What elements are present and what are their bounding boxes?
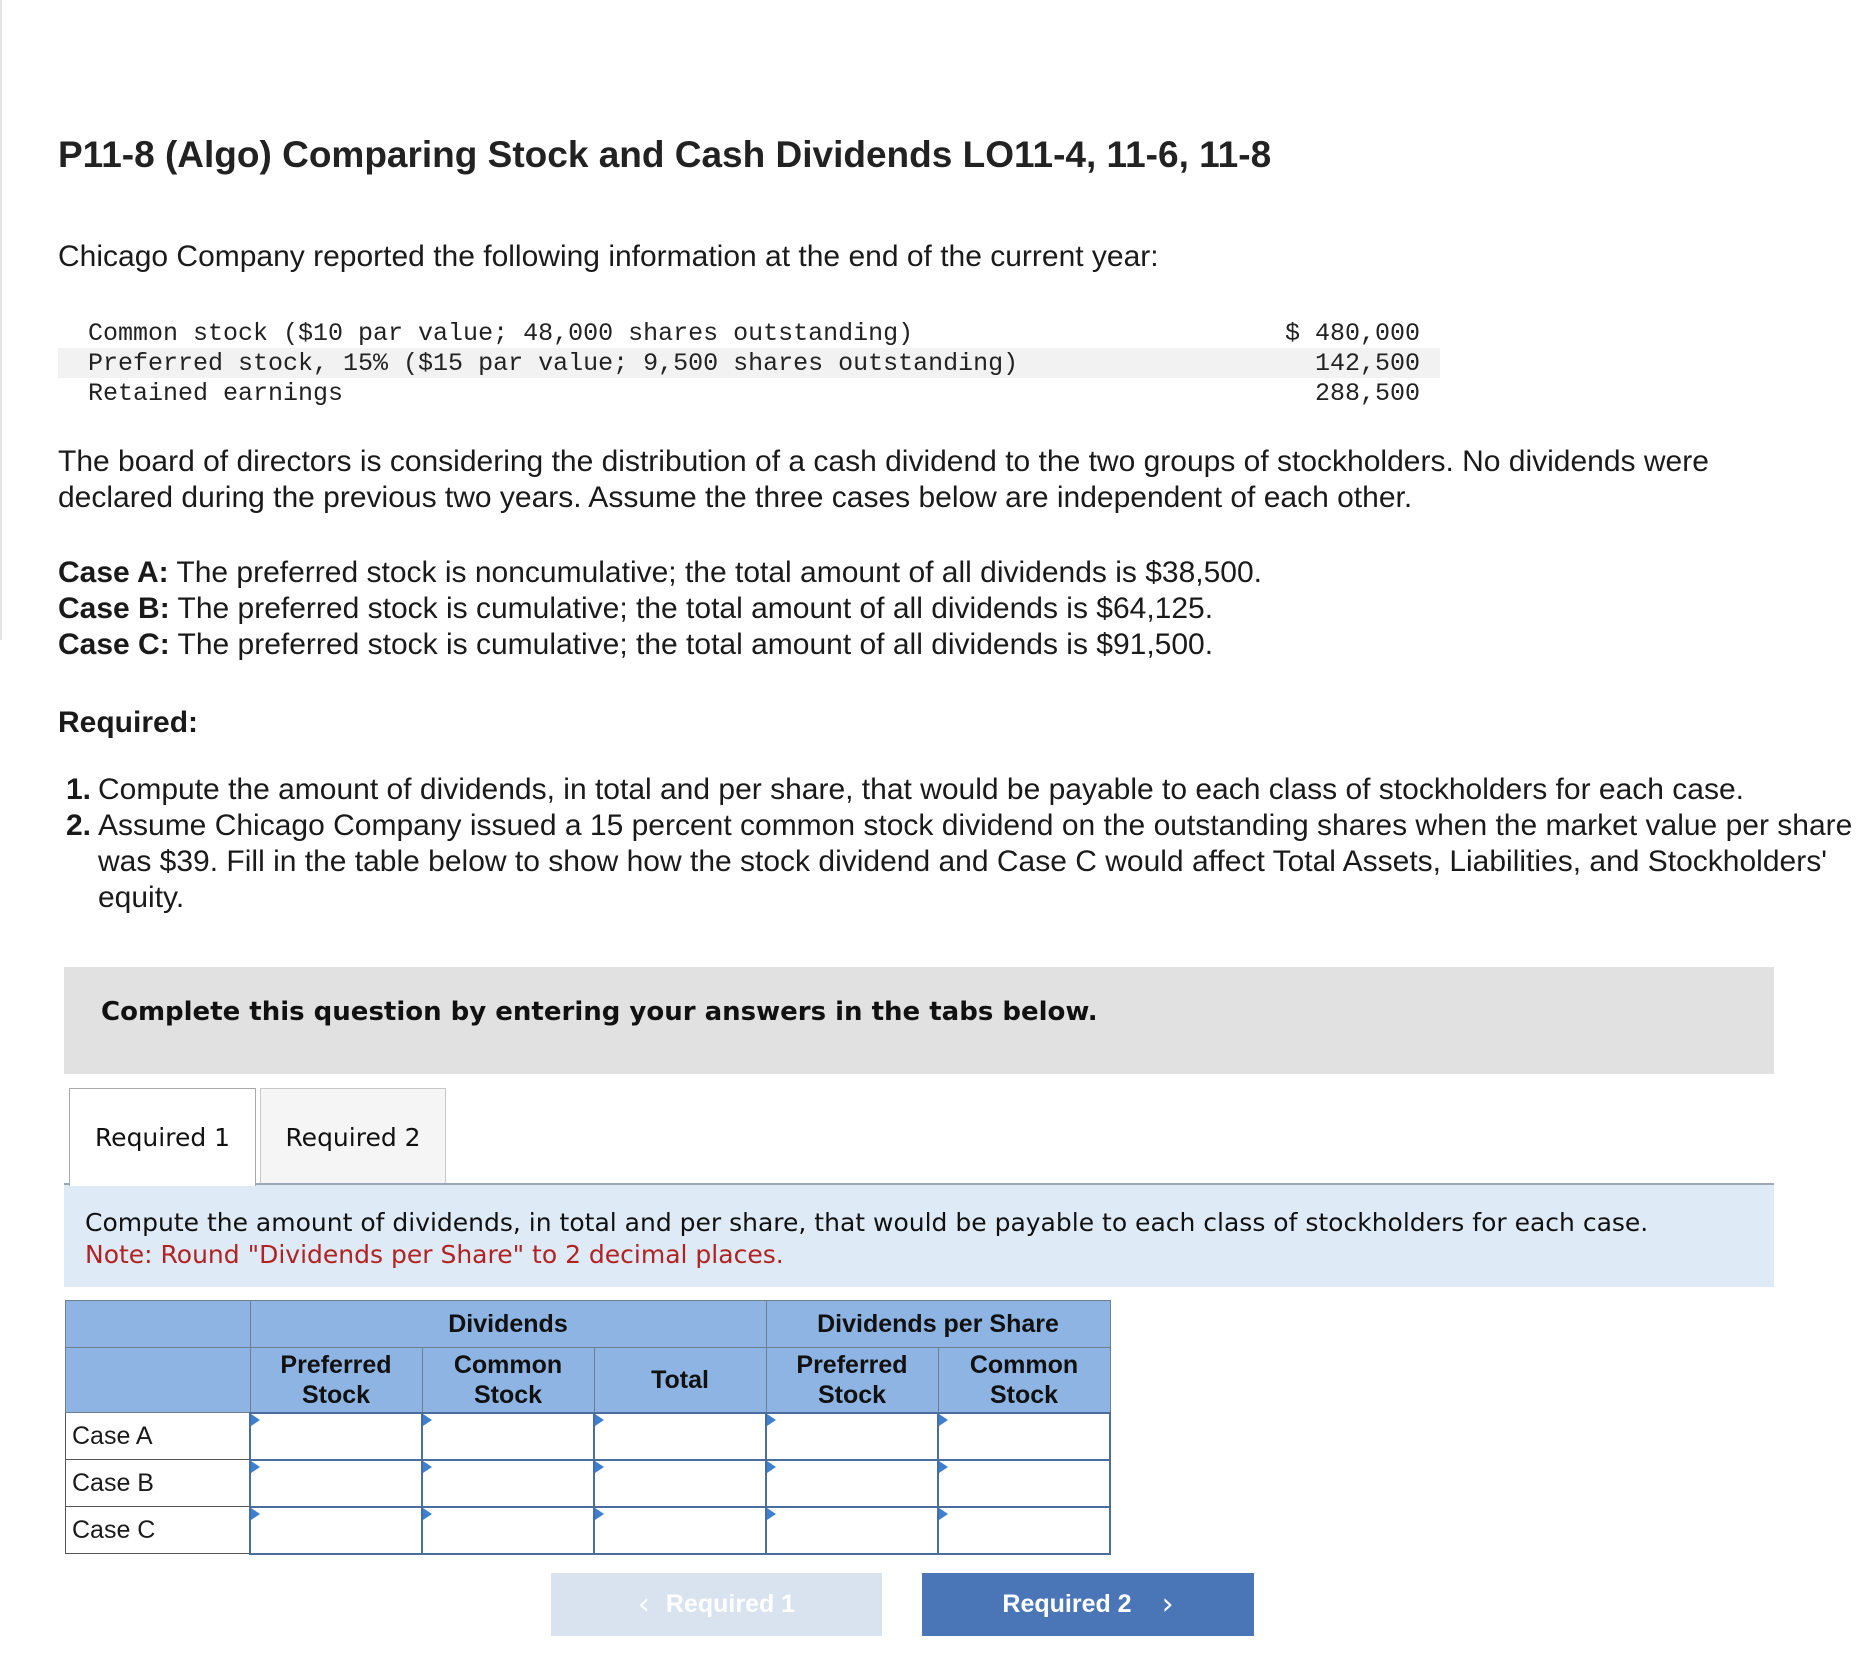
- case-b-common-input[interactable]: [423, 1461, 593, 1506]
- financial-label: Retained earnings: [88, 378, 344, 408]
- col-ps-preferred-stock: Preferred Stock: [766, 1348, 938, 1413]
- financial-row: [58, 348, 1440, 378]
- financial-amount: $ 480,000: [1284, 318, 1420, 348]
- row-label: Case C: [66, 1507, 251, 1554]
- input-cell: [594, 1413, 766, 1460]
- case-c-common-input[interactable]: [423, 1508, 593, 1553]
- input-cell: [938, 1507, 1110, 1554]
- board-text: The board of directors is considering the distribution of a cash dividend to the two groups of stockholders. No dividends were declared during the previous two years. Assume the three cases below are independent of each other.: [58, 445, 1709, 514]
- required-list: [58, 772, 1858, 916]
- input-cell: [250, 1460, 422, 1507]
- required-heading: Required:: [58, 706, 199, 739]
- input-cell: [766, 1460, 938, 1507]
- row-label: Case B: [66, 1460, 251, 1507]
- case-label: Case A:: [58, 556, 169, 589]
- corner-header: [66, 1348, 251, 1413]
- cases-list: [58, 555, 1262, 663]
- table-row: [66, 1413, 1111, 1460]
- per-share-header: Dividends per Share: [766, 1301, 1110, 1348]
- input-cell: [422, 1413, 594, 1460]
- header-row: [66, 1348, 1111, 1413]
- case-item: [58, 591, 1262, 627]
- prev-button-label: Required 1: [665, 1590, 796, 1618]
- case-b-ps-common-input[interactable]: [939, 1461, 1109, 1506]
- question-prompt: [64, 1185, 1774, 1287]
- input-cell: [766, 1413, 938, 1460]
- row-label: Case A: [66, 1413, 251, 1460]
- next-required-button[interactable]: [922, 1573, 1254, 1636]
- case-c-ps-common-input[interactable]: [939, 1508, 1109, 1553]
- case-text: The preferred stock is cumulative; the total amount of all dividends is $64,125.: [169, 592, 1214, 625]
- case-a-common-input[interactable]: [423, 1414, 593, 1459]
- financial-row: [58, 378, 1440, 408]
- input-cell: [250, 1507, 422, 1554]
- case-text: The preferred stock is noncumulative; the total amount of all dividends is $38,500.: [168, 556, 1263, 589]
- instructions-banner: [64, 967, 1774, 1074]
- case-b-total-input[interactable]: [595, 1461, 765, 1506]
- intro-text: Chicago Company reported the following information at the end of the current year:: [58, 240, 1159, 273]
- financial-amount: 142,500: [1221, 348, 1440, 378]
- case-b-preferred-input[interactable]: [251, 1461, 421, 1506]
- case-label: Case C:: [58, 628, 170, 661]
- financial-label: Common stock ($10 par value; 48,000 shares outstanding): [88, 318, 914, 348]
- case-c-preferred-input[interactable]: [251, 1508, 421, 1553]
- col-total: Total: [594, 1348, 766, 1413]
- financial-row: [58, 318, 1440, 348]
- required-number: 2.: [66, 809, 92, 842]
- prev-required-button[interactable]: [551, 1573, 882, 1636]
- col-ps-common-stock: Common Stock: [938, 1348, 1110, 1413]
- tab-required-1[interactable]: Required 1: [69, 1088, 256, 1186]
- case-a-ps-common-input[interactable]: [939, 1414, 1109, 1459]
- case-c-ps-preferred-input[interactable]: [767, 1508, 937, 1553]
- col-common-stock: Common Stock: [422, 1348, 594, 1413]
- case-item: [58, 555, 1262, 591]
- case-a-ps-preferred-input[interactable]: [767, 1414, 937, 1459]
- required-number: 1.: [66, 773, 92, 806]
- input-cell: [422, 1507, 594, 1554]
- corner-header: [66, 1301, 251, 1348]
- next-button-label: Required 2: [1002, 1590, 1132, 1618]
- chevron-right-icon: ›: [1161, 1587, 1174, 1622]
- case-item: [58, 627, 1262, 663]
- input-cell: [422, 1460, 594, 1507]
- prompt-question: Compute the amount of dividends, in total and per share, that would be payable to each class of stockholders for each case.: [85, 1208, 1649, 1237]
- page-title: P11-8 (Algo) Comparing Stock and Cash Dividends LO11-4, 11-6, 11-8: [58, 134, 1272, 175]
- table-row: [66, 1460, 1111, 1507]
- table-row: [66, 1507, 1111, 1554]
- financial-amount: 288,500: [1314, 378, 1420, 408]
- prompt-note: Note: Round "Dividends per Share" to 2 decimal places.: [85, 1240, 784, 1269]
- input-cell: [938, 1413, 1110, 1460]
- answer-table: [65, 1300, 1111, 1555]
- instructions-text: Complete this question by entering your answers in the tabs below.: [101, 997, 1098, 1027]
- input-cell: [594, 1507, 766, 1554]
- dividends-header: Dividends: [250, 1301, 766, 1348]
- case-label: Case B:: [58, 592, 170, 625]
- col-preferred-stock: Preferred Stock: [250, 1348, 422, 1413]
- header-row: [66, 1301, 1111, 1348]
- financial-label: Preferred stock, 15% ($15 par value; 9,500 shares outstanding): [58, 348, 1221, 378]
- tab-required-2[interactable]: Required 2: [260, 1088, 446, 1185]
- chevron-left-icon: ‹: [637, 1587, 650, 1622]
- input-cell: [594, 1460, 766, 1507]
- required-text: Assume Chicago Company issued a 15 percent common stock dividend on the outstanding shares when the market value per share was $39. Fill in the table below to show how the stock dividend and Case C would affect Total Assets, Liabilities, and Stockholders' equity.: [98, 809, 1853, 914]
- required-text: Compute the amount of dividends, in total and per share, that would be payable to each class of stockholders for each case.: [98, 773, 1744, 806]
- case-a-total-input[interactable]: [595, 1414, 765, 1459]
- case-c-total-input[interactable]: [595, 1508, 765, 1553]
- case-text: The preferred stock is cumulative; the total amount of all dividends is $91,500.: [169, 628, 1214, 661]
- required-item: [58, 772, 1858, 808]
- required-item: [58, 808, 1858, 916]
- financial-info-table: [58, 318, 1440, 408]
- input-cell: [766, 1507, 938, 1554]
- case-b-ps-preferred-input[interactable]: [767, 1461, 937, 1506]
- input-cell: [250, 1413, 422, 1460]
- left-border: [0, 0, 2, 640]
- input-cell: [938, 1460, 1110, 1507]
- case-a-preferred-input[interactable]: [251, 1414, 421, 1459]
